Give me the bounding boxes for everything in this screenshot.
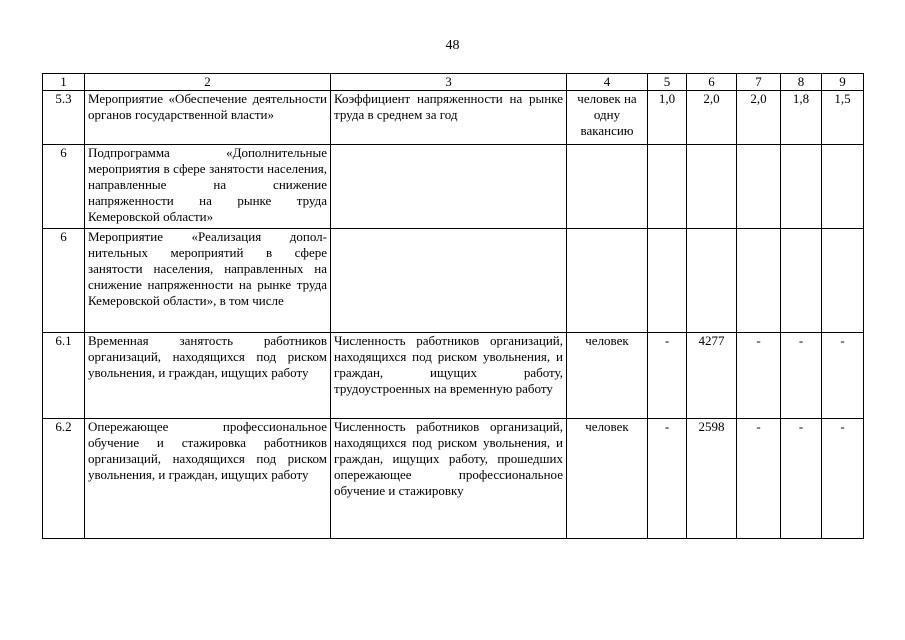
value-cell: 1,8: [781, 91, 822, 145]
value-cell: [648, 229, 687, 333]
value-cell: [687, 145, 737, 229]
value-cell: 2598: [687, 419, 737, 539]
value-cell: -: [648, 333, 687, 419]
header-cell: 9: [822, 74, 864, 91]
header-cell: 3: [331, 74, 567, 91]
unit-cell: [567, 229, 648, 333]
value-cell: [822, 145, 864, 229]
value-cell: [781, 145, 822, 229]
row-number: 5.3: [43, 91, 85, 145]
event-cell: Мероприятие «Реализация допол-нительных мероприятий в сфере занятости населения, направленных на снижение напряженности на рынке труда Кемеровской области», в том числе: [85, 229, 331, 333]
row-number: 6: [43, 229, 85, 333]
value-cell: -: [781, 333, 822, 419]
value-cell: 4277: [687, 333, 737, 419]
value-cell: 1,5: [822, 91, 864, 145]
header-cell: 7: [737, 74, 781, 91]
indicator-cell: [331, 145, 567, 229]
page-number: 48: [445, 38, 460, 53]
header-cell: 4: [567, 74, 648, 91]
value-cell: [737, 229, 781, 333]
indicator-cell: Численность работников организаций, находящихся под риском увольнения, и граждан, ищущих работу, прошедших опережающее профессиональное обучение и стажировку: [331, 419, 567, 539]
unit-cell: человек: [567, 419, 648, 539]
unit-cell: [567, 145, 648, 229]
event-cell: Временная занятость работников организаций, находящихся под риском увольнения, и граждан, ищущих работу: [85, 333, 331, 419]
table-row: [43, 333, 864, 419]
unit-cell: человек: [567, 333, 648, 419]
row-number: 6.2: [43, 419, 85, 539]
value-cell: 1,0: [648, 91, 687, 145]
header-cell: 1: [43, 74, 85, 91]
header-cell: 2: [85, 74, 331, 91]
indicator-table: [42, 73, 864, 539]
header-cell: 8: [781, 74, 822, 91]
value-cell: [737, 145, 781, 229]
indicator-cell: Коэффициент напряженности на рынке труда в среднем за год: [331, 91, 567, 145]
table-header-row: [43, 74, 864, 91]
value-cell: 2,0: [687, 91, 737, 145]
event-cell: Мероприятие «Обеспечение деятельности органов государственной власти»: [85, 91, 331, 145]
header-cell: 6: [687, 74, 737, 91]
value-cell: -: [822, 419, 864, 539]
indicator-cell: [331, 229, 567, 333]
event-cell: Подпрограмма «Дополнительные мероприятия в сфере занятости населения, направленные на снижение напряженности на рынке труда Кемеровской области»: [85, 145, 331, 229]
value-cell: -: [737, 333, 781, 419]
value-cell: -: [648, 419, 687, 539]
value-cell: -: [822, 333, 864, 419]
table-row: [43, 145, 864, 229]
event-cell: Опережающее профессиональное обучение и стажировка работников организаций, находящихся под риском увольнения, и граждан, ищущих работу: [85, 419, 331, 539]
row-number: 6: [43, 145, 85, 229]
row-number: 6.1: [43, 333, 85, 419]
value-cell: [822, 229, 864, 333]
value-cell: [687, 229, 737, 333]
header-cell: 5: [648, 74, 687, 91]
value-cell: [781, 229, 822, 333]
unit-cell: человек на одну вакансию: [567, 91, 648, 145]
table-row: [43, 229, 864, 333]
value-cell: 2,0: [737, 91, 781, 145]
value-cell: [648, 145, 687, 229]
value-cell: -: [737, 419, 781, 539]
table-row: [43, 91, 864, 145]
table-row: [43, 419, 864, 539]
value-cell: -: [781, 419, 822, 539]
indicator-cell: Численность работников организаций, находящихся под риском увольнения, и граждан, ищущих работу, трудоустроенных на временную работу: [331, 333, 567, 419]
